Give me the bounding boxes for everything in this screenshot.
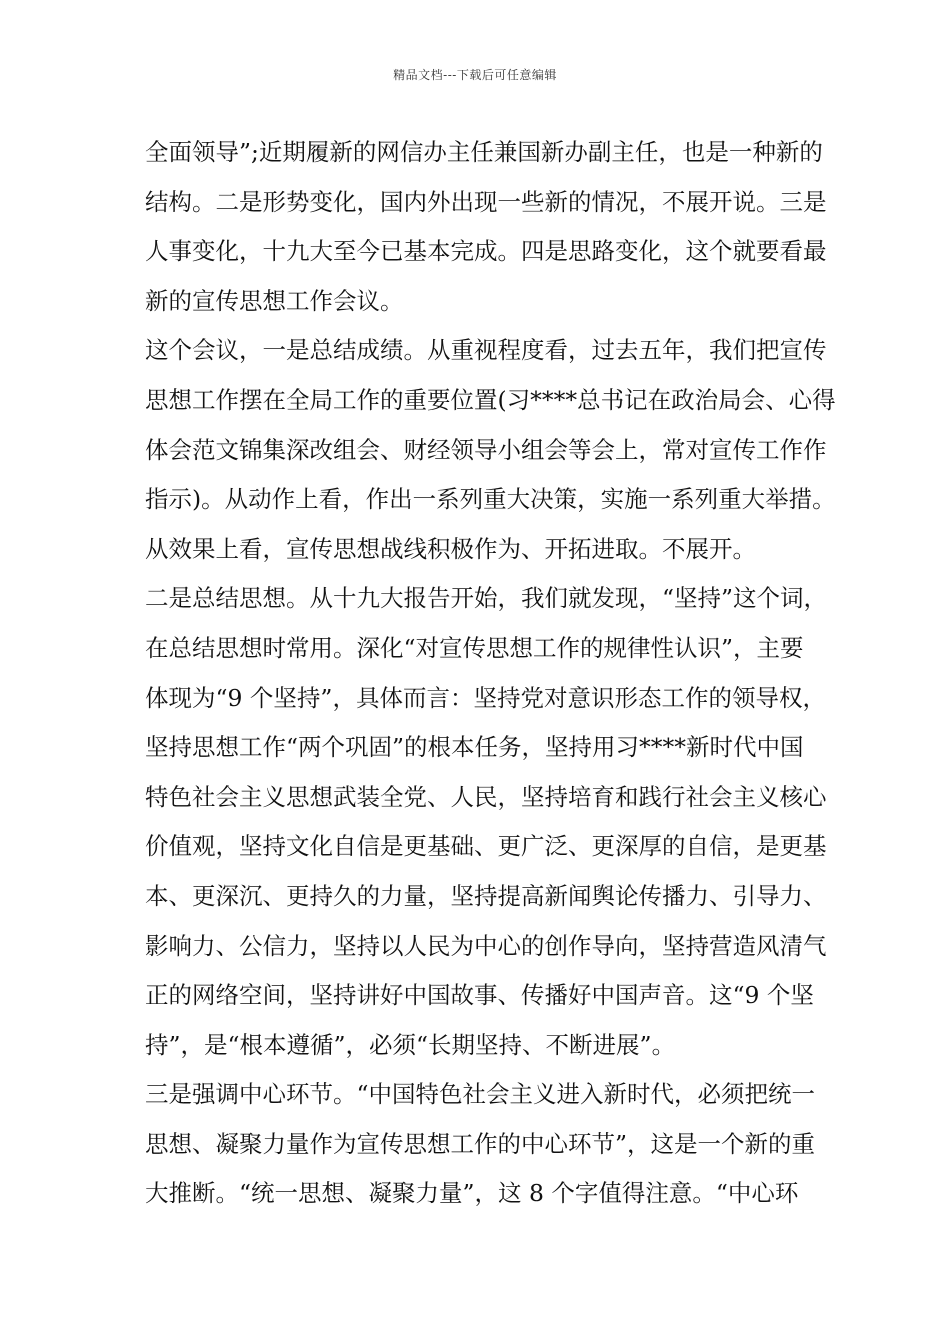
text-line: 结构。二是形势变化，国内外出现一些新的情况，不展开说。三是 (145, 187, 827, 216)
document-body (145, 128, 836, 1219)
text-line: 二是总结思想。从十九大报告开始，我们就发现，“坚持”这个词， (145, 584, 828, 613)
page-header: 精品文档---下载后可任意编辑 (393, 68, 557, 82)
text-line: 全面领导”;近期履新的网信办主任兼国新办副主任，也是一种新的 (145, 138, 823, 166)
text-line: 影响力、公信力，坚持以人民为中心的创作导向，坚持营造风清气 (145, 931, 827, 960)
text-line: 从效果上看，宣传思想战线积极作为、开拓进取。不展开。 (145, 534, 756, 563)
text-line: 体会范文锦集深改组会、财经领导小组会等会上，常对宣传工作作 (145, 435, 827, 464)
text-line: 思想、凝聚力量作为宣传思想工作的中心环节”，这是一个新的重 (145, 1129, 816, 1158)
text-line: 坚持思想工作“两个巩固”的根本任务，坚持用习****新时代中国 (145, 733, 804, 762)
text-line: 价值观，坚持文化自信是更基础、更广泛、更深厚的自信，是更基 (145, 832, 827, 861)
text-line: 新的宣传思想工作会议。 (145, 286, 404, 315)
text-line: 三是强调中心环节。“中国特色社会主义进入新时代，必须把统一 (145, 1080, 816, 1109)
text-line: 在总结思想时常用。深化“对宣传思想工作的规律性认识”，主要 (145, 633, 804, 662)
text-line: 这个会议，一是总结成绩。从重视程度看，过去五年，我们把宣传 (145, 336, 827, 365)
text-line: 本、更深沉、更持久的力量，坚持提高新闻舆论传播力、引导力、 (145, 881, 827, 910)
text-line: 正的网络空间，坚持讲好中国故事、传播好中国声音。这“9 个坚 (145, 981, 814, 1010)
text-line: 人事变化，十九大至今已基本完成。四是思路变化，这个就要看最 (145, 237, 827, 266)
text-line: 思想工作摆在全局工作的重要位置(习****总书记在政治局会、心得 (145, 385, 836, 414)
text-line: 体现为“9 个坚持”，具体而言：坚持党对意识形态工作的领导权， (145, 683, 826, 712)
text-line: 指示)。从动作上看，作出一系列重大决策，实施一系列重大举措。 (145, 485, 836, 514)
text-line: 特色社会主义思想武装全党、人民，坚持培育和践行社会主义核心 (145, 782, 827, 811)
text-line: 持”，是“根本遵循”，必须“长期坚持、不断进展”。 (145, 1030, 676, 1059)
text-line: 大推断。“统一思想、凝聚力量”，这 8 个字值得注意。“中心环 (145, 1179, 799, 1208)
